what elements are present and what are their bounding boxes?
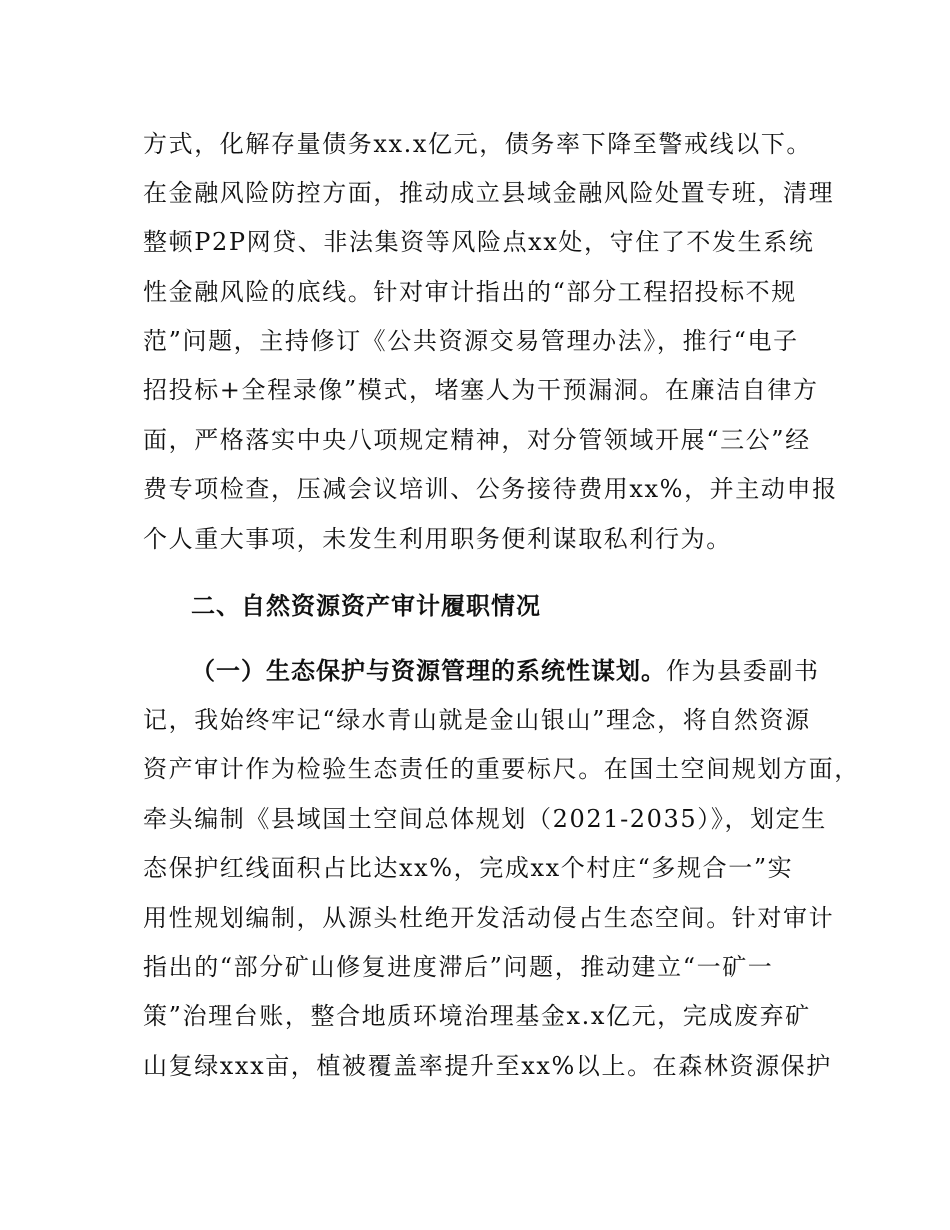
body-line-8: 费专项检查，压减会议培训、公务接待费用xx%，并主动申报 <box>143 475 838 503</box>
section-line-1: 记，我始终牢记“绿水青山就是金山银山”理念，将自然资源 <box>143 706 811 734</box>
body-line-7: 面，严格落实中央八项规定精神，对分管领域开展“三公”经 <box>143 426 811 454</box>
body-line-6: 招投标+全程录像”模式，堵塞人为干预漏洞。在廉洁自律方 <box>143 376 819 404</box>
body-line-4: 性金融风险的底线。针对审计指出的“部分工程招投标不规 <box>143 278 797 306</box>
section-line-8: 山复绿xxx亩，植被覆盖率提升至xx%以上。在森林资源保护 <box>143 1052 832 1080</box>
section-line-6: 指出的“部分矿山修复进度滞后”问题，推动建立“一矿一 <box>143 953 774 981</box>
body-line-5: 范”问题，主持修订《公共资源交易管理办法》，推行“电子 <box>143 327 799 355</box>
sub-heading-line <box>191 656 871 686</box>
section-line-4: 态保护红线面积占比达xx%，完成xx个村庄“多规合一”实 <box>143 854 794 882</box>
body-line-1: 方式，化解存量债务xx.x亿元，债务率下降至警戒线以下。 <box>143 130 813 158</box>
sub-heading: （一）生态保护与资源管理的系统性谋划。 <box>191 657 666 685</box>
body-line-2: 在金融风险防控方面，推动成立县域金融风险处置专班，清理 <box>143 179 835 207</box>
section-line-3: 牵头编制《县域国土空间总体规划（2021-2035）》，划定生 <box>143 805 827 833</box>
body-line-3: 整顿P2P网贷、非法集资等风险点xx处，守住了不发生系统 <box>143 228 815 256</box>
sub-heading-rest: 作为县委副书 <box>666 657 820 685</box>
section-line-5: 用性规划编制，从源头杜绝开发活动侵占生态空间。针对审计 <box>143 904 835 932</box>
section-heading: 二、自然资源资产审计履职情况 <box>191 592 541 620</box>
body-line-9: 个人重大事项，未发生利用职务便利谋取私利行为。 <box>143 525 732 553</box>
section-line-7: 策”治理台账，整合地质环境治理基金x.x亿元，完成废弃矿 <box>143 1002 811 1030</box>
section-line-2: 资产审计作为检验生态责任的重要标尺。在国土空间规划方面， <box>143 755 860 783</box>
